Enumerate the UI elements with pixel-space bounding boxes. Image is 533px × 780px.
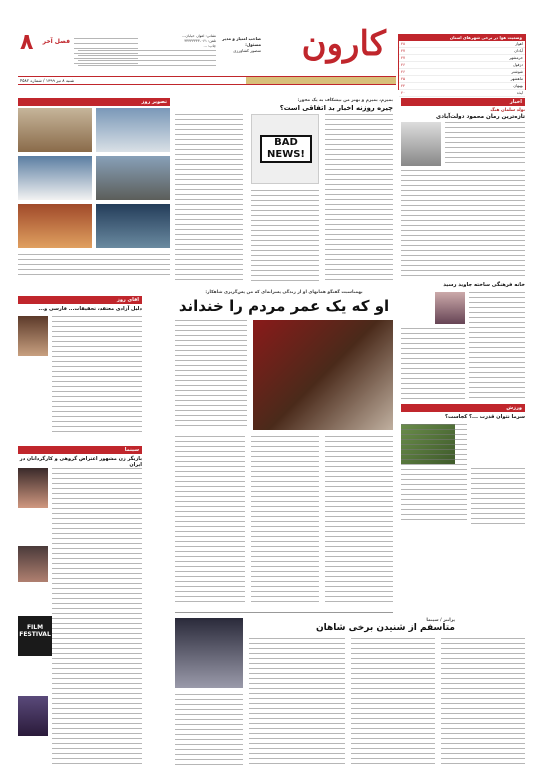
center-top-story: [175, 98, 393, 282]
weather-row: [399, 69, 525, 76]
mid-right-title: خانه فرهنگی ساخته جاوید رسید: [443, 282, 525, 288]
owner-tagline: صاحب امتیاز و مدیر مسئول:: [222, 36, 261, 47]
left-mid-story: [18, 306, 142, 434]
weather-value: ۴۷: [401, 48, 406, 53]
landscape-3: [18, 156, 92, 200]
bottom-story: [175, 618, 525, 768]
mid-right-story: [401, 282, 525, 400]
right-body: [445, 122, 525, 166]
center-body-left: [175, 114, 243, 282]
left-photo-block: [18, 98, 170, 288]
weather-row: [399, 48, 525, 55]
weather-value: ۴۴: [401, 83, 406, 88]
right-title: تازه‌ترین رمان محمود دولت‌آبادی: [436, 114, 525, 120]
film-festival-image: [18, 616, 52, 656]
center-kicker: بمیرم، بمیرم و بهتر من بیشکاف به یک محور:: [297, 98, 393, 103]
main-body-left: [175, 320, 247, 430]
weather-row: [399, 83, 525, 90]
book-photo: [435, 292, 465, 324]
landscape-1: [18, 108, 92, 152]
logo-text: کارون: [301, 24, 386, 64]
mid-right-body: [469, 292, 525, 400]
man-photo: [18, 696, 48, 736]
left-bottom-body: [52, 468, 142, 766]
landscape-4: [96, 156, 170, 200]
section-photo: تصویر روز: [18, 98, 170, 106]
left-mid-body: [52, 316, 142, 434]
weather-rows: [399, 41, 525, 97]
masthead: [18, 24, 526, 95]
weather-city: دزفول: [512, 62, 523, 67]
film-festival-text: FILM FESTIVAL: [19, 624, 51, 638]
weather-city: ایذه: [516, 90, 523, 95]
weather-value: ۴۷: [401, 55, 406, 60]
bottom-body-3: [249, 638, 345, 768]
page-label-box: [18, 30, 70, 70]
right-body-2: [401, 170, 525, 278]
sport-title: سرما نتوان قدرت ...؟ کجاست؟: [444, 414, 525, 420]
author-photo: [401, 122, 441, 166]
address-line: چاپ: ...: [203, 44, 216, 48]
bottom-body-2: [351, 638, 435, 768]
section-sport: ورزش: [401, 404, 525, 412]
photo-caption: [18, 254, 170, 276]
bad-news-text: BAD NEWS!: [260, 135, 312, 163]
bad-news-image: [251, 114, 319, 184]
section-people: اقای روز: [18, 296, 142, 304]
sport-body-2: [471, 468, 525, 524]
bottom-body-4: [175, 694, 243, 768]
weather-table: [398, 34, 526, 95]
weather-value: ۴۰: [401, 90, 406, 95]
landscape-5: [18, 204, 92, 248]
owner-info: [221, 36, 261, 54]
left-mid-title: دلیل آزادی معتقد، تحقیقات... فارسی و...: [38, 306, 142, 312]
section-news: اخبار: [401, 98, 525, 106]
owner-name: منصور کشاورزی: [233, 48, 261, 53]
page-number: ۸: [20, 30, 34, 55]
weather-title: وضعیت هوا در برخی شهرهای استان: [399, 35, 525, 41]
left-bottom-title: بازیگر زن مشهور اعتراض گروهی و کارگردانان در ایران: [19, 456, 142, 468]
bottom-title: متاسفم از شنیدن برخی شاهان: [316, 623, 455, 633]
weather-city: خرمشهر: [509, 55, 523, 60]
weather-row: [399, 62, 525, 69]
sport-body: [401, 424, 467, 524]
weather-row: [399, 55, 525, 62]
address-line: نشانی: اهواز، خیابان...: [182, 34, 216, 38]
main-body-c3: [175, 436, 245, 606]
right-top-story: [401, 108, 525, 278]
main-divider: [175, 612, 393, 613]
weather-value: ۴۶: [401, 69, 406, 74]
woman-photo-1: [18, 316, 48, 356]
issue-date: شنبه ۸ تیر ۱۳۹۹ / شماره ۴۵۸۲: [20, 78, 75, 83]
weather-city: آبادان: [514, 48, 523, 53]
page-label: فصل آخر: [42, 38, 70, 45]
logo: [266, 24, 386, 70]
bottom-photo: [175, 618, 243, 688]
main-title: او که یک عمر مردم را خنداند: [178, 297, 390, 315]
section-cinema: سینما: [18, 446, 142, 454]
main-body-c2: [251, 436, 319, 606]
date-bar: [18, 76, 396, 85]
left-bottom-story: [18, 456, 142, 766]
weather-city: بهبهان: [513, 83, 523, 88]
address-line: تلفن: ۰۶۱-۳۳۳۳۳۳۳۳: [184, 39, 216, 43]
sport-story: [401, 414, 525, 524]
bottom-body-1: [441, 638, 525, 768]
center-title: چیره روزنه اخبار بد اتفاقی است؟: [279, 104, 393, 112]
ribbon: [246, 77, 396, 84]
weather-value: ۴۸: [401, 41, 406, 46]
woman-photo-3: [18, 546, 48, 582]
landscape-2: [96, 108, 170, 152]
main-body-c1: [325, 436, 393, 606]
main-kicker: بهمناسبت گفتگو همانهای او از زندگی پسرانه‌ای که من پس‌گریزی شاهکار:: [205, 290, 363, 295]
weather-row: [399, 76, 525, 83]
editorial-blurb: [74, 38, 138, 66]
weather-city: شوشتر: [511, 69, 523, 74]
weather-city: ماهشهر: [510, 76, 523, 81]
bottom-kicker: پرانتز / سینما: [426, 618, 455, 623]
mid-right-body-2: [401, 328, 465, 400]
woman-photo-2: [18, 468, 48, 508]
main-photo: [253, 320, 393, 430]
right-kicker: تولد سلمان هنگ: [490, 108, 525, 113]
center-body-mid: [251, 190, 319, 282]
weather-city: اهواز: [515, 41, 523, 46]
weather-row: [399, 90, 525, 97]
weather-row: [399, 41, 525, 48]
center-body-right: [325, 114, 393, 282]
weather-value: ۴۶: [401, 62, 406, 67]
landscape-6: [96, 204, 170, 248]
weather-value: ۴۵: [401, 76, 406, 81]
